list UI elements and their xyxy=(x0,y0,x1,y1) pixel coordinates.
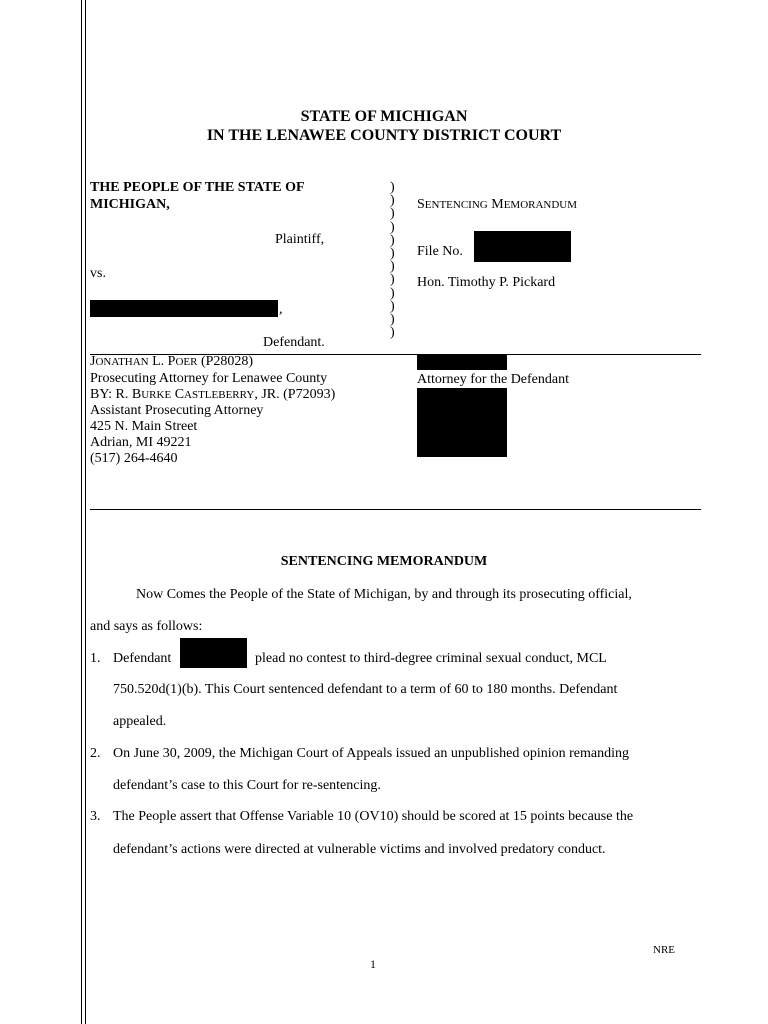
assistant-prosecutor-title: Assistant Prosecuting Attorney xyxy=(90,403,264,418)
item-1-number: 1. xyxy=(90,651,101,666)
item-2-number: 2. xyxy=(90,746,101,761)
margin-rule-left-1 xyxy=(81,0,82,1024)
item-3-line-1: The People assert that Offense Variable 10 (OV10) should be scored at 15 points because the xyxy=(113,809,634,824)
judge-name: Hon. Timothy P. Pickard xyxy=(417,275,556,290)
prosecutor-name: JONATHAN L. POER (P28028) xyxy=(90,354,254,369)
defendant-name-redaction xyxy=(90,300,278,317)
document-title-caption: SENTENCING MEMORANDUM xyxy=(417,197,578,212)
redaction-comma: , xyxy=(279,302,283,317)
file-number-redaction xyxy=(474,231,571,262)
office-phone: (517) 264-4640 xyxy=(90,451,178,466)
intro-line-1: Now Comes the People of the State of Michigan, by and through its prosecuting official, xyxy=(136,587,632,602)
item-2-line-1: On June 30, 2009, the Michigan Court of Appeals issued an unpublished opinion remanding xyxy=(113,746,629,761)
assistant-prosecutor-name: BY: R. BURKE CASTLEBERRY, JR. (P72093) xyxy=(90,387,336,402)
item-2-line-2: defendant’s case to this Court for re-sentencing. xyxy=(113,778,381,793)
item-1-line-1b: plead no contest to third-degree criminal sexual conduct, MCL xyxy=(255,651,607,666)
office-city: Adrian, MI 49221 xyxy=(90,435,192,450)
intro-line-2: and says as follows: xyxy=(90,619,203,634)
plaintiff-name-line1: THE PEOPLE OF THE STATE OF xyxy=(90,180,305,195)
defense-attorney-name-redaction xyxy=(417,355,507,370)
office-street: 425 N. Main Street xyxy=(90,419,198,434)
plaintiff-name-line2: MICHIGAN, xyxy=(90,197,170,212)
item-1-line-2: 750.520d(1)(b). This Court sentenced defendant to a term of 60 to 180 months. Defendant xyxy=(113,682,618,697)
prosecutor-title: Prosecuting Attorney for Lenawee County xyxy=(90,371,328,386)
item-1-line-1a: Defendant xyxy=(113,651,172,666)
caption-parens: ) ) ) ) ) ) ) ) ) ) ) ) xyxy=(390,180,395,341)
item-1-defendant-redaction xyxy=(180,638,247,668)
header-state: STATE OF MICHIGAN xyxy=(300,108,468,125)
defense-attorney-label: Attorney for the Defendant xyxy=(417,372,569,387)
item-3-line-2: defendant’s actions were directed at vulnerable victims and involved predatory conduct. xyxy=(113,842,606,857)
header-court: IN THE LENAWEE COUNTY DISTRICT COURT xyxy=(206,127,562,144)
defense-address-redaction xyxy=(417,388,507,457)
footer-initials: NRE xyxy=(653,944,675,956)
memorandum-heading: SENTENCING MEMORANDUM xyxy=(280,554,488,569)
page-number: 1 xyxy=(370,957,376,971)
plaintiff-label: Plaintiff, xyxy=(275,232,325,247)
counsel-bottom-rule xyxy=(90,509,701,510)
file-number-label: File No. xyxy=(417,244,463,259)
vs-label: vs. xyxy=(90,266,106,281)
margin-rule-left-2 xyxy=(85,0,86,1024)
item-3-number: 3. xyxy=(90,809,101,824)
item-1-line-3: appealed. xyxy=(113,714,167,729)
defendant-label: Defendant. xyxy=(263,335,325,350)
